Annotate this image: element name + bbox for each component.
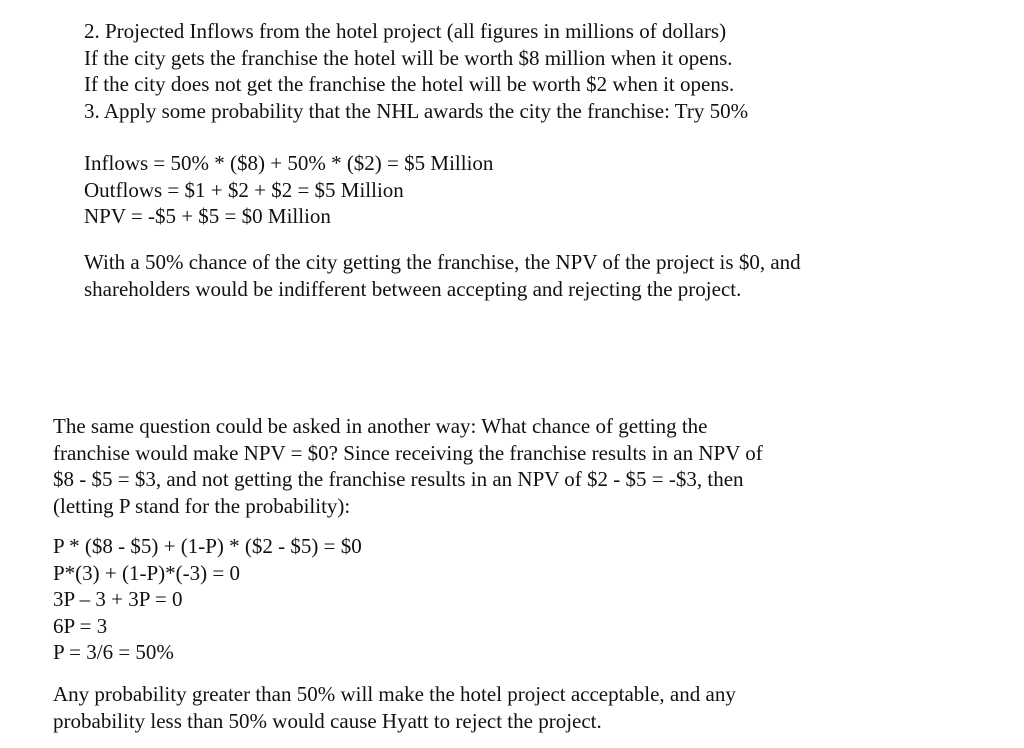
final-paragraph (53, 681, 855, 734)
section-3-heading: 3. Apply some probability that the NHL awards the city the franchise: Try 50% (84, 98, 749, 123)
question-line: franchise would make NPV = $0? Since receiving the franchise results in an NPV of (53, 440, 763, 465)
final-line: probability less than 50% would cause Hyatt to reject the project. (53, 708, 602, 733)
franchise-granted-line: If the city gets the franchise the hotel will be worth $8 million when it opens. (84, 45, 733, 70)
franchise-denied-line: If the city does not get the franchise the hotel will be worth $2 when it opens. (84, 72, 735, 96)
npv-calculation (84, 150, 904, 230)
equation-line: 6P = 3 (53, 613, 108, 638)
section-2-heading: 2. Projected Inflows from the hotel project (all figures in millions of dollars) (84, 19, 727, 43)
projected-inflows-section (84, 18, 904, 124)
conclusion-line: With a 50% chance of the city getting the franchise, the NPV of the project is $0, and (84, 250, 801, 274)
conclusion-line: shareholders would be indifferent between accepting and rejecting the project. (84, 276, 742, 301)
question-line: The same question could be asked in another way: What chance of getting the (53, 414, 708, 438)
question-line: (letting P stand for the probability): (53, 493, 351, 518)
outflows-line: Outflows = $1 + $2 + $2 = $5 Million (84, 177, 404, 202)
probability-equations (53, 533, 653, 666)
alternative-question-paragraph (53, 413, 855, 519)
equation-line: P = 3/6 = 50% (53, 640, 174, 664)
equation-line: 3P – 3 + 3P = 0 (53, 587, 183, 611)
inflows-line: Inflows = 50% * ($8) + 50% * ($2) = $5 Million (84, 151, 494, 175)
equation-line: P * ($8 - $5) + (1-P) * ($2 - $5) = $0 (53, 534, 362, 558)
equation-line: P*(3) + (1-P)*(-3) = 0 (53, 560, 240, 585)
final-line: Any probability greater than 50% will make the hotel project acceptable, and any (53, 682, 736, 706)
npv-line: NPV = -$5 + $5 = $0 Million (84, 204, 331, 228)
conclusion-paragraph (84, 249, 894, 302)
question-line: $8 - $5 = $3, and not getting the franchise results in an NPV of $2 - $5 = -$3, then (53, 467, 744, 491)
